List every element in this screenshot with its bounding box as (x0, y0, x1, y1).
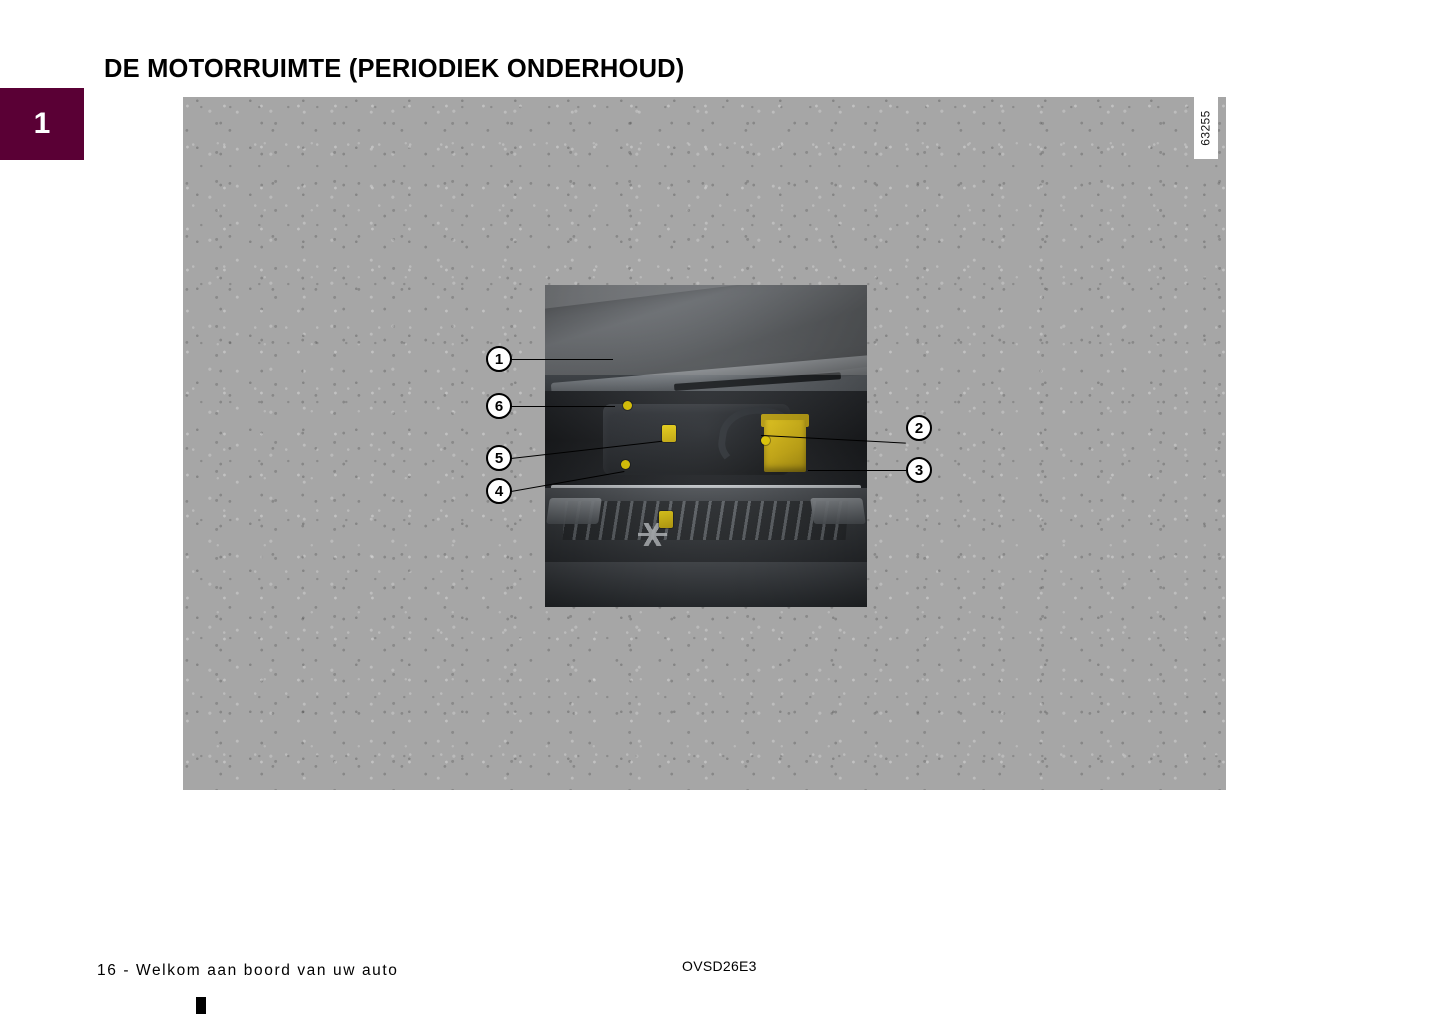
footer-page-label: 16 - Welkom aan boord van uw auto (97, 962, 399, 979)
callout-5[interactable] (486, 445, 512, 471)
leader-line-3 (808, 470, 906, 471)
callout-label: 6 (494, 397, 504, 415)
chapter-number: 1 (33, 107, 51, 140)
photo-top-haze (545, 285, 867, 375)
callout-6[interactable] (486, 393, 512, 419)
callout-label: 4 (494, 482, 504, 500)
leader-line-1 (511, 359, 613, 360)
callout-label: 1 (494, 350, 504, 368)
leader-line-6 (511, 406, 615, 407)
callout-label: 5 (494, 449, 504, 467)
callout-3[interactable] (906, 457, 932, 483)
engine-bay-photo (545, 285, 867, 607)
footer-document-code: OVSD26E3 (682, 958, 757, 974)
figure-container (183, 97, 1226, 790)
callout-1[interactable] (486, 346, 512, 372)
chapter-tab (0, 88, 84, 160)
page-title: DE MOTORRUIMTE (PERIODIEK ONDERHOUD) (104, 55, 685, 84)
figure-id-label: 63255 (1199, 110, 1213, 146)
callout-4[interactable] (486, 478, 512, 504)
callout-label: 3 (914, 461, 924, 479)
figure-id-box (1194, 97, 1218, 159)
footer-marker (196, 997, 206, 1014)
callout-2[interactable] (906, 415, 932, 441)
callout-label: 2 (914, 419, 924, 437)
